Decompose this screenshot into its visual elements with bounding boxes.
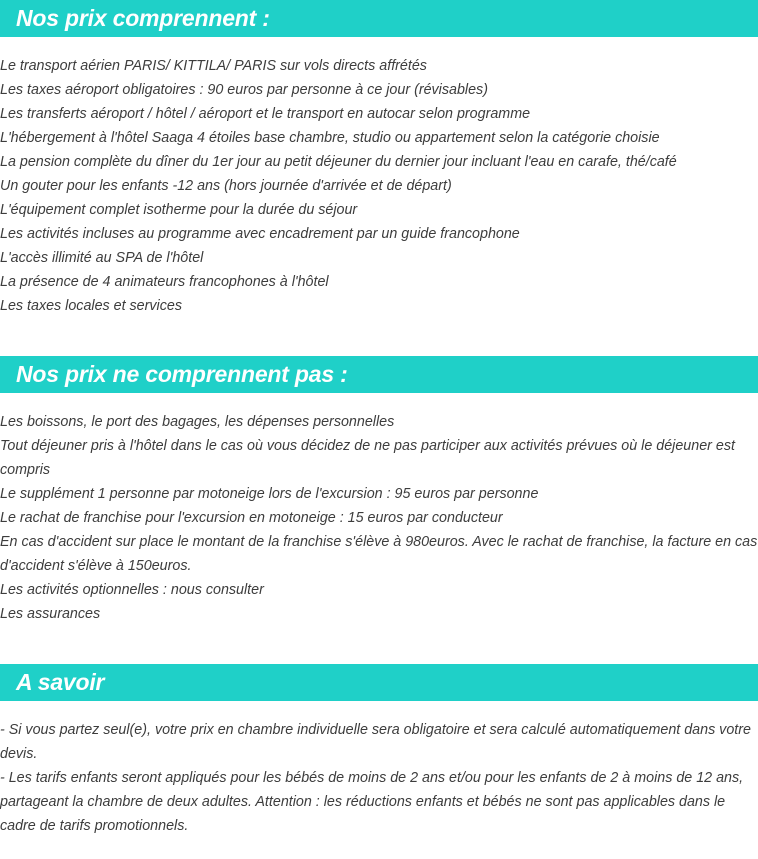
list-item: La pension complète du dîner du 1er jour au petit déjeuner du dernier jour incluant l'eau en carafe, thé/café <box>0 154 677 170</box>
list-item: Les assurances <box>0 606 101 622</box>
section-excludes <box>0 356 758 626</box>
section-header <box>0 356 758 393</box>
list-item: La présence de 4 animateurs francophones à l'hôtel <box>0 274 329 290</box>
section-title: A savoir <box>16 669 105 695</box>
list-item: Les taxes locales et services <box>0 298 182 314</box>
list-item: Les taxes aéroport obligatoires : 90 euros par personne à ce jour (révisables) <box>0 82 488 98</box>
list-item: Le rachat de franchise pour l'excursion en motoneige : 15 euros par conducteur <box>0 510 503 526</box>
excludes-list <box>0 393 758 626</box>
list-item: - Si vous partez seul(e), votre prix en chambre individuelle sera obligatoire et sera calculé automatiquement dans votre devis. <box>0 722 751 762</box>
section-header <box>0 664 758 701</box>
list-item: L'hébergement à l'hôtel Saaga 4 étoiles base chambre, studio ou appartement selon la catégorie choisie <box>0 130 660 146</box>
list-item: L'accès illimité au SPA de l'hôtel <box>0 250 204 266</box>
section-title: Nos prix ne comprennent pas : <box>16 361 348 387</box>
list-item: Les activités incluses au programme avec encadrement par un guide francophone <box>0 226 520 242</box>
info-list <box>0 701 758 838</box>
list-item: En cas d'accident sur place le montant de la franchise s'élève à 980euros. Avec le rachat de franchise, la facture en cas d'accident s'élève à 150euros. <box>0 534 758 574</box>
section-includes <box>0 0 758 318</box>
list-item: L'équipement complet isotherme pour la durée du séjour <box>0 202 358 218</box>
list-item: Un gouter pour les enfants -12 ans (hors journée d'arrivée et de départ) <box>0 178 452 194</box>
section-header <box>0 0 758 37</box>
list-item: Le transport aérien PARIS/ KITTILA/ PARIS sur vols directs affrétés <box>0 58 427 74</box>
list-item: Les transferts aéroport / hôtel / aéroport et le transport en autocar selon programme <box>0 106 531 122</box>
list-item: Les activités optionnelles : nous consulter <box>0 582 264 598</box>
list-item: - Les tarifs enfants seront appliqués pour les bébés de moins de 2 ans et/ou pour les enfants de 2 à moins de 12 ans, partageant la chambre de deux adultes. Attention : les réductions enfants et bébés ne sont pas applicables dans le cadre de tarifs promotionnels. <box>0 770 744 834</box>
list-item: Tout déjeuner pris à l'hôtel dans le cas où vous décidez de ne pas participer aux activités prévues où le déjeuner est compris <box>0 438 735 478</box>
section-info <box>0 664 758 838</box>
section-title: Nos prix comprennent : <box>16 5 270 31</box>
includes-list <box>0 37 758 318</box>
list-item: Le supplément 1 personne par motoneige lors de l'excursion : 95 euros par personne <box>0 486 539 502</box>
list-item: Les boissons, le port des bagages, les dépenses personnelles <box>0 414 395 430</box>
